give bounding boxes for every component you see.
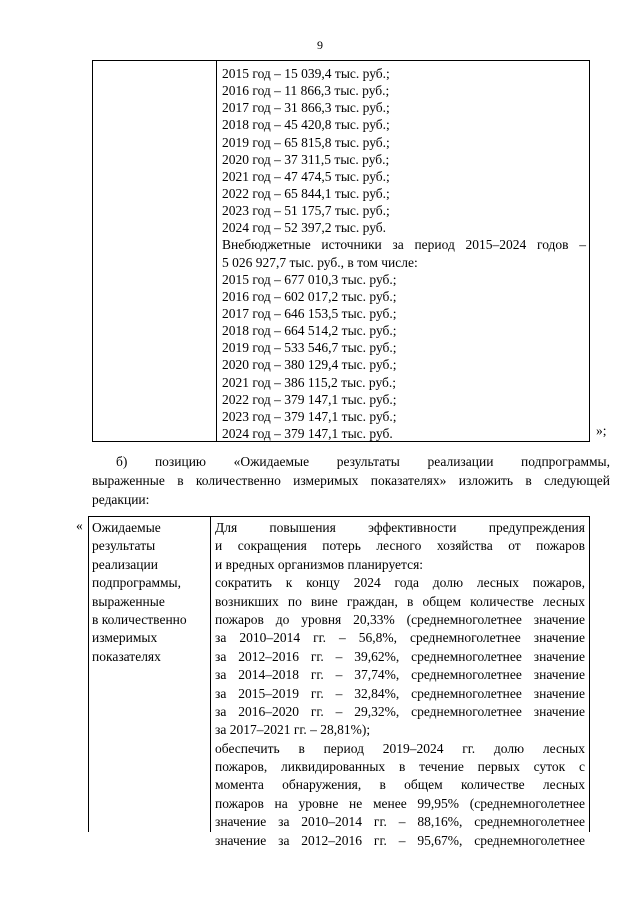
label-line: измеримых [92, 630, 158, 646]
funding-line: 2019 год – 65 815,8 тыс. руб.; [222, 134, 390, 150]
funding-line: 2018 год – 45 420,8 тыс. руб.; [222, 117, 390, 133]
body-line: за 2012–2016 гг. – 39,62%, среднемноголетнее значение [215, 648, 585, 664]
body-line: сократить к концу 2024 года долю лесных пожаров, [215, 575, 585, 591]
funding-line: 2017 год – 646 153,5 тыс. руб.; [222, 305, 397, 321]
label-line: показателях [92, 648, 161, 664]
funding-line: 2022 год – 65 844,1 тыс. руб.; [222, 185, 390, 201]
paragraph-line: б) позицию «Ожидаемые результаты реализации подпрограммы, [116, 454, 610, 469]
label-line: подпрограммы, [92, 575, 181, 591]
expected-results-body-cell [215, 519, 585, 850]
body-line: возникших по вине граждан, в общем количестве лесных [215, 593, 585, 609]
funding-line: 2022 год – 379 147,1 тыс. руб.; [222, 391, 397, 407]
funding-line: 2018 год – 664 514,2 тыс. руб.; [222, 323, 397, 339]
body-line: обеспечить в период 2019–2024 гг. долю лесных [215, 740, 585, 756]
funding-line: 2021 год – 386 115,2 тыс. руб.; [222, 374, 397, 390]
funding-line: 2016 год – 11 866,3 тыс. руб.; [222, 83, 390, 99]
body-line: пожаров до уровня 20,33% (среднемноголетнее значение [215, 611, 585, 627]
body-line: пожаров на уровне не менее 99,95% (среднемноголетнее [215, 795, 585, 811]
funding-line: 2017 год – 31 866,3 тыс. руб.; [222, 100, 390, 116]
paragraph-line: выраженные в количественно измеримых показателях» изложить в следующей [92, 473, 610, 488]
body-line: момента обнаружения, в общем количестве лесных [215, 777, 585, 793]
body-line: за 2010–2014 гг. – 56,8%, среднемноголетнее значение [215, 630, 585, 646]
extrabudgetary-heading: Внебюджетные источники за период 2015–2024 годов – [222, 237, 586, 253]
label-line: реализации [92, 556, 158, 572]
body-line: и вредных организмов планируется: [215, 556, 424, 572]
funding-table-values-cell [222, 65, 586, 442]
funding-line: 2024 год – 52 397,2 тыс. руб. [222, 220, 387, 236]
body-line: Для повышения эффективности предупреждения [215, 520, 585, 535]
paragraph-line: редакции: [92, 492, 150, 507]
funding-line: 2023 год – 51 175,7 тыс. руб.; [222, 203, 390, 219]
funding-line: 2020 год – 37 311,5 тыс. руб.; [222, 151, 390, 167]
label-line: в количественно [92, 611, 187, 627]
funding-line: 2015 год – 677 010,3 тыс. руб.; [222, 271, 397, 287]
body-line: за 2017–2021 гг. – 28,81%); [215, 722, 371, 738]
funding-line: 2021 год – 47 474,5 тыс. руб.; [222, 168, 390, 184]
page-number: 9 [317, 38, 323, 52]
body-line: пожаров, ликвидированных в течение первых суток с [215, 759, 585, 775]
funding-line: 2023 год – 379 147,1 тыс. руб.; [222, 408, 397, 424]
label-line: выраженные [92, 593, 165, 609]
label-line: Ожидаемые [92, 520, 161, 535]
amendment-paragraph [92, 452, 610, 509]
label-line: результаты [92, 538, 156, 554]
opening-quote-mark: « [76, 518, 83, 533]
body-line: и сокращения потерь лесного хозяйства от пожаров [215, 538, 585, 554]
funding-line: 2015 год – 15 039,4 тыс. руб.; [222, 66, 390, 81]
expected-results-table [88, 516, 590, 848]
funding-line: 2024 год – 379 147,1 тыс. руб. [222, 425, 393, 441]
funding-table-label-cell [93, 61, 217, 441]
body-line: за 2015–2019 гг. – 32,84%, среднемноголетнее значение [215, 685, 585, 701]
extrabudgetary-total: 5 026 927,7 тыс. руб., в том числе: [222, 254, 418, 270]
funding-line: 2016 год – 602 017,2 тыс. руб.; [222, 288, 397, 304]
expected-results-label-cell [89, 517, 211, 832]
funding-table-continuation [92, 60, 590, 442]
body-line: за 2016–2020 гг. – 29,32%, среднемноголетнее значение [215, 703, 585, 719]
closing-quote-mark: »; [596, 423, 607, 438]
body-line: за 2014–2018 гг. – 37,74%, среднемноголетнее значение [215, 667, 585, 683]
funding-line: 2019 год – 533 546,7 тыс. руб.; [222, 340, 397, 356]
funding-line: 2020 год – 380 129,4 тыс. руб.; [222, 357, 397, 373]
body-line: значение за 2010–2014 гг. – 88,16%, среднемноголетнее [215, 814, 585, 830]
body-line: значение за 2012–2016 гг. – 95,67%, среднемноголетнее [215, 832, 585, 848]
